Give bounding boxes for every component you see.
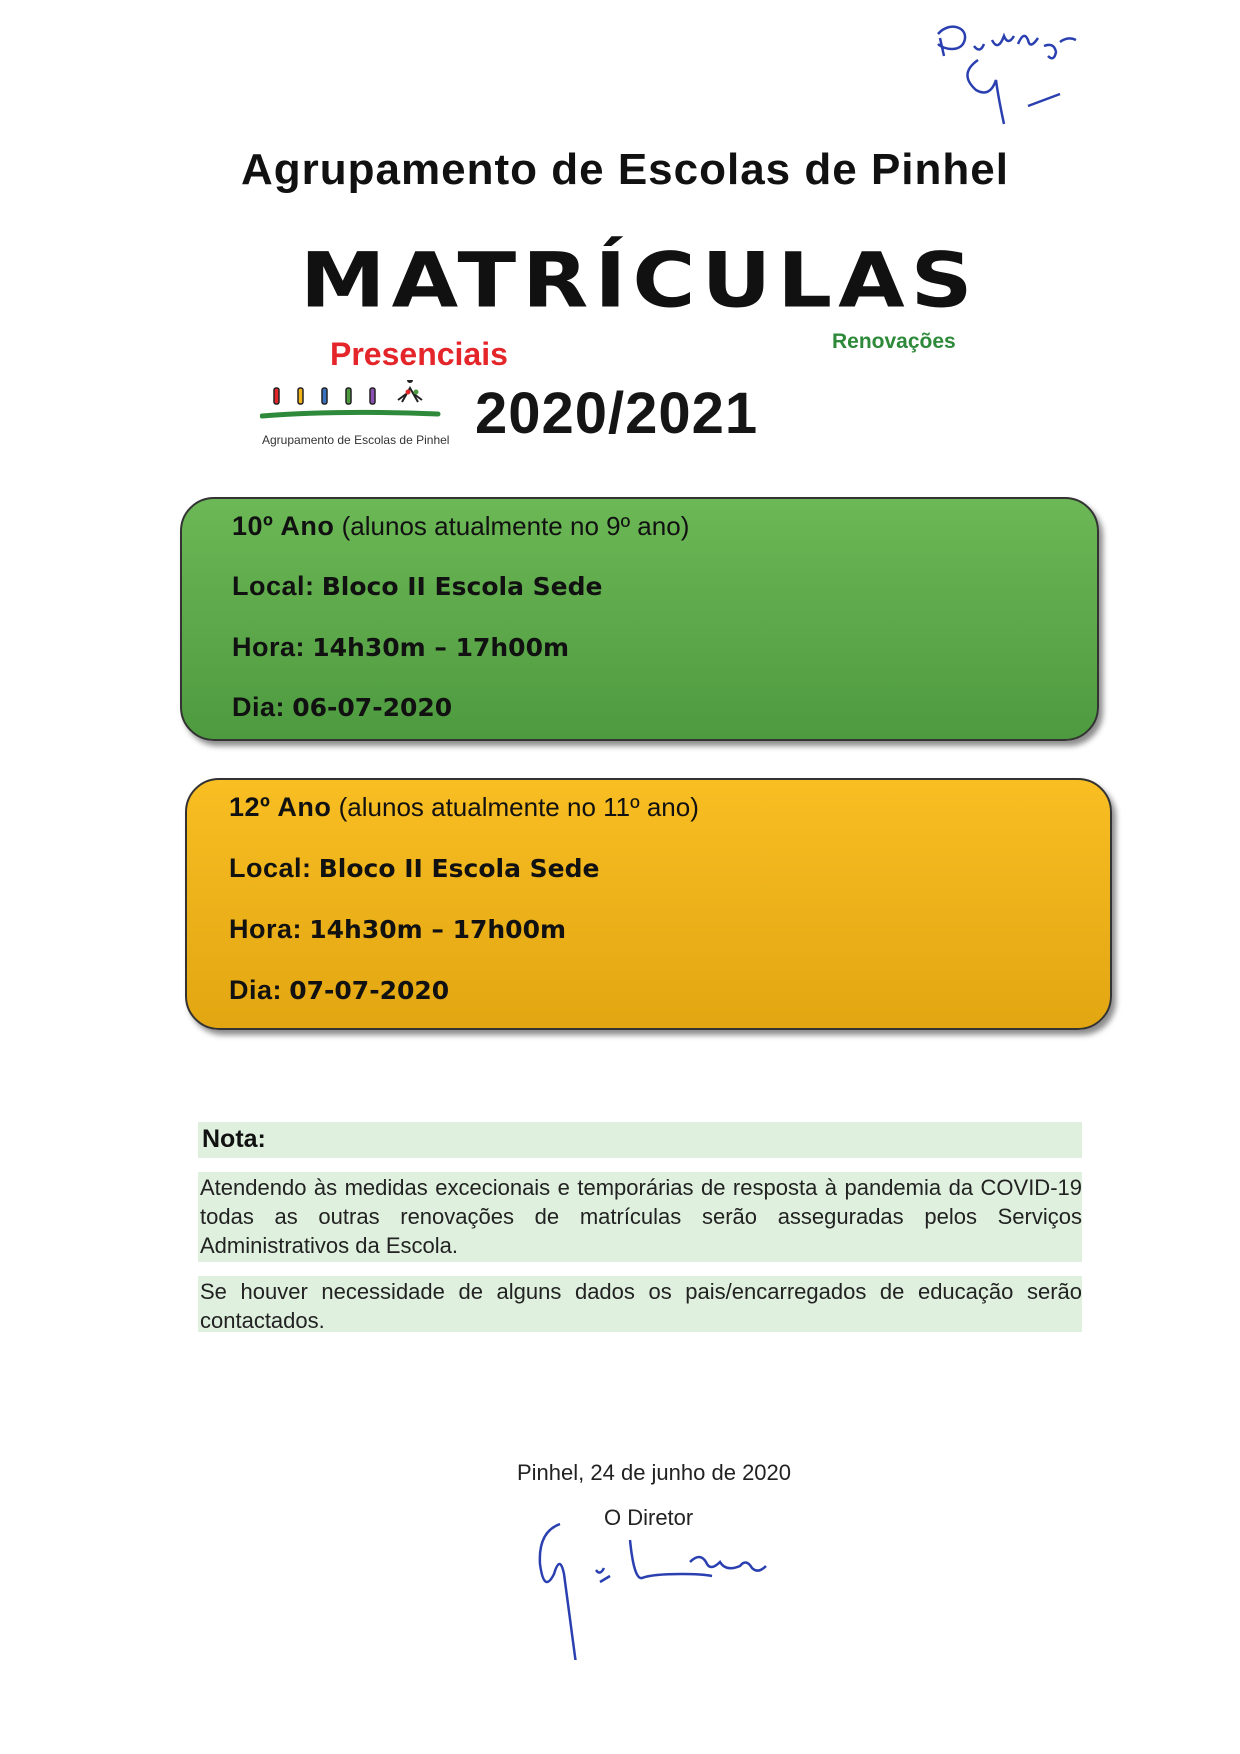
panel-grade-line: [229, 792, 699, 823]
note-heading: Nota:: [198, 1122, 1082, 1158]
handwritten-signature: [520, 1500, 820, 1660]
signatory-role: O Diretor: [604, 1505, 694, 1530]
panel-time-line: [229, 914, 566, 945]
organization-title: Agrupamento de Escolas de Pinhel: [241, 145, 1009, 194]
panel-time-line: [232, 632, 569, 663]
panel-day-line: [232, 692, 452, 723]
panel-day-label: Dia:: [229, 975, 283, 1005]
panel-time-label: Hora:: [232, 632, 306, 662]
panel-day-line: [229, 975, 449, 1006]
note-paragraph-2: Se houver necessidade de alguns dados os pais/encarregados de educação serão contactados.: [198, 1276, 1082, 1332]
note-paragraph-1: Atendendo às medidas excecionais e temporárias de resposta à pandemia da COVID-19 todas as outras renovações de matrículas serão asseguradas pelos Serviços Administrativos da Escola.: [198, 1172, 1082, 1262]
panel-12-ano: [185, 778, 1112, 1030]
handwritten-annotation: [920, 10, 1140, 140]
panel-time-value: 14h30m – 17h00m: [312, 633, 570, 662]
panel-grade-line: [232, 511, 689, 542]
panel-local-value: Bloco II Escola Sede: [321, 572, 603, 601]
logo-caption: Agrupamento de Escolas de Pinhel: [262, 433, 450, 447]
presenciais-label: Presenciais: [330, 336, 508, 372]
panel-local-line: [229, 853, 599, 884]
panel-local-label: Local:: [232, 571, 315, 601]
panel-local-label: Local:: [229, 853, 312, 883]
panel-grade-note: (alunos atualmente no 11º ano): [338, 792, 699, 822]
panel-day-value: 06-07-2020: [292, 693, 453, 722]
page-title: MATRÍCULAS: [300, 237, 979, 325]
panel-time-value: 14h30m – 17h00m: [309, 915, 567, 944]
panel-day-value: 07-07-2020: [289, 976, 450, 1005]
place-date: Pinhel, 24 de junho de 2020: [517, 1460, 792, 1485]
renovacoes-label: Renovações: [832, 330, 956, 353]
panel-grade: 10º Ano: [232, 511, 335, 541]
panel-time-label: Hora:: [229, 914, 303, 944]
panel-grade: 12º Ano: [229, 792, 332, 822]
panel-grade-note: (alunos atualmente no 9º ano): [341, 511, 690, 541]
school-year: 2020/2021: [475, 381, 759, 446]
panel-day-label: Dia:: [232, 692, 286, 722]
panel-10-ano: [180, 497, 1099, 741]
panel-local-value: Bloco II Escola Sede: [318, 854, 600, 883]
panel-local-line: [232, 571, 602, 602]
